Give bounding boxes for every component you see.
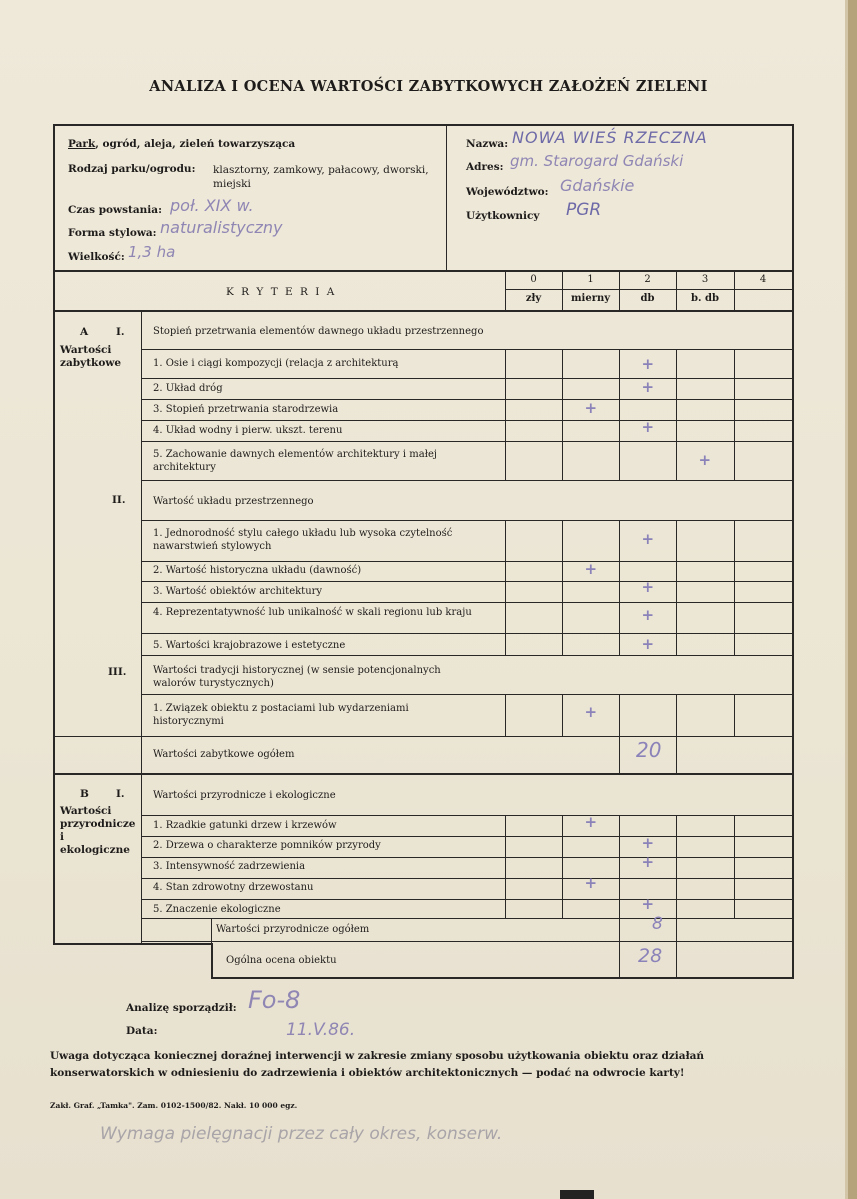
grade-mark: + — [641, 606, 655, 624]
a-i-heading: Stopień przetrwania elementów dawnego układu przestrzennego — [153, 326, 484, 337]
b-total-value: 8 — [652, 914, 663, 934]
a-ii-item-4: 4. Reprezentatywność lub unikalność w skali regionu lub kraju — [153, 607, 472, 618]
overall-label: Ogólna ocena obiektu — [226, 955, 337, 966]
scale-name-2: db — [640, 293, 655, 304]
uzytk-value: PGR — [566, 200, 602, 220]
pencil-note: Wymaga pielęgnacji przez cały okres, konserw. — [100, 1124, 503, 1144]
b-item-5: 5. Znaczenie ekologiczne — [153, 904, 281, 915]
scale-num-4: 4 — [759, 274, 767, 285]
uwaga-note: Uwaga dotycząca koniecznej doraźnej interwencji w zakresie zmiany sposobu użytkowania obiektu oraz działań konserwatorskich w odniesieniu do zadrzewienia i obiektów architektonicznych — podać na odwrocie karty! — [50, 1050, 705, 1079]
section-a-roman-iii: III. — [108, 666, 127, 678]
wielkosc-value: 1,3 ha — [128, 243, 176, 261]
sporz-label: Analizę sporządził: — [126, 1002, 237, 1014]
scan-edge — [848, 0, 857, 1199]
grade-mark: + — [641, 355, 655, 373]
a-ii-heading: Wartość układu przestrzennego — [153, 496, 314, 507]
grade-mark: + — [584, 560, 598, 578]
grade-mark: + — [641, 578, 655, 596]
scale-num-1: 1 — [587, 274, 594, 285]
overall-value: 28 — [638, 945, 663, 967]
a-i-item-5: 5. Zachowanie dawnych elementów architektury i małej architektury — [153, 449, 437, 473]
a-i-item-3: 3. Stopień przetrwania starodrzewia — [153, 404, 339, 415]
forma-value: naturalistyczny — [160, 218, 283, 237]
a-ii-item-1: 1. Jednorodność stylu całego układu lub wysoka czytelność nawarstwień stylowych — [153, 528, 453, 552]
grade-mark: + — [584, 874, 598, 892]
grade-mark: + — [641, 895, 655, 913]
data-value: 11.V.86. — [286, 1020, 356, 1040]
b-item-1: 1. Rzadkie gatunki drzew i krzewów — [153, 820, 337, 831]
section-b-title: Wartości przyrodnicze i ekologiczne — [60, 805, 136, 856]
grade-mark: + — [641, 530, 655, 548]
grade-mark: + — [584, 399, 598, 417]
park-label: Park, ogród, aleja, zieleń towarzysząca — [68, 138, 296, 150]
section-a-roman-i: I. — [116, 326, 125, 338]
scale-num-0: 0 — [530, 274, 537, 285]
b-total-label: Wartości przyrodnicze ogółem — [216, 924, 370, 935]
grade-mark: + — [584, 813, 598, 831]
a-iii-item-1: 1. Związek obiektu z postaciami lub wydarzeniami historycznymi — [153, 703, 409, 727]
section-b-letter: B — [80, 788, 89, 800]
a-iii-heading: Wartości tradycji historycznej (w sensie potencjonalnych walorów turystycznych) — [153, 665, 441, 689]
scale-name-3: b. db — [691, 293, 719, 304]
woj-label: Województwo: — [466, 186, 549, 198]
grade-mark: + — [698, 451, 712, 469]
b-item-4: 4. Stan zdrowotny drzewostanu — [153, 882, 314, 893]
grade-mark: + — [641, 853, 655, 871]
scale-name-0: zły — [525, 293, 542, 304]
scan-artifact — [560, 1190, 594, 1199]
grade-mark: + — [641, 834, 655, 852]
wielkosc-label: Wielkość: — [68, 251, 125, 263]
nazwa-value: NOWA WIEŚ RZECZNA — [512, 128, 708, 147]
scale-num-2: 2 — [644, 274, 651, 285]
grade-mark: + — [641, 635, 655, 653]
a-i-item-2: 2. Układ dróg — [153, 383, 223, 394]
rodzaj-value: klasztorny, zamkowy, pałacowy, dworski, miejski — [213, 164, 429, 190]
b-item-3: 3. Intensywność zadrzewienia — [153, 861, 306, 872]
rodzaj-label: Rodzaj parku/ogrodu: — [68, 163, 196, 175]
nazwa-label: Nazwa: — [466, 138, 509, 150]
woj-value: Gdańskie — [560, 176, 635, 195]
imprint: Zakł. Graf. „Tamka". Zam. 0102-1500/82. Nakł. 10 000 egz. — [50, 1101, 298, 1110]
uzytk-label: Użytkownicy — [466, 210, 540, 222]
a-i-item-4: 4. Układ wodny i pierw. ukszt. terenu — [153, 425, 343, 436]
a-ii-item-2: 2. Wartość historyczna układu (dawność) — [153, 565, 362, 576]
b-heading: Wartości przyrodnicze i ekologiczne — [153, 790, 336, 801]
grade-mark: + — [641, 418, 655, 436]
czas-label: Czas powstania: — [68, 204, 162, 216]
scale-num-3: 3 — [701, 274, 709, 285]
grade-mark: + — [584, 703, 598, 721]
kryteria-label: K R Y T E R I A — [226, 286, 337, 298]
a-ii-item-3: 3. Wartość obiektów architektury — [153, 586, 323, 597]
a-i-item-1: 1. Osie i ciągi kompozycji (relacja z architekturą — [153, 358, 399, 369]
a-total-value: 20 — [636, 738, 662, 762]
b-item-2: 2. Drzewa o charakterze pomników przyrody — [153, 840, 381, 851]
scan-edge-inner — [845, 0, 848, 1199]
form-title: ANALIZA I OCENA WARTOŚCI ZABYTKOWYCH ZAŁOŻEŃ ZIELENI — [149, 78, 708, 95]
scale-name-1: mierny — [570, 293, 611, 304]
a-ii-item-5: 5. Wartości krajobrazowe i estetyczne — [153, 640, 346, 651]
section-a-letter: A — [80, 326, 89, 338]
adres-value: gm. Starogard Gdański — [510, 152, 684, 170]
sporz-signature: Fo-8 — [248, 986, 301, 1014]
adres-label: Adres: — [466, 161, 504, 173]
section-a-roman-ii: II. — [112, 494, 126, 506]
data-label: Data: — [126, 1025, 158, 1037]
grade-mark: + — [641, 378, 655, 396]
section-a-title: Wartości zabytkowe — [60, 344, 122, 369]
forma-label: Forma stylowa: — [68, 227, 157, 239]
a-total-label: Wartości zabytkowe ogółem — [153, 749, 295, 760]
section-b-roman-i: I. — [116, 788, 125, 800]
czas-value: poł. XIX w. — [170, 196, 254, 215]
